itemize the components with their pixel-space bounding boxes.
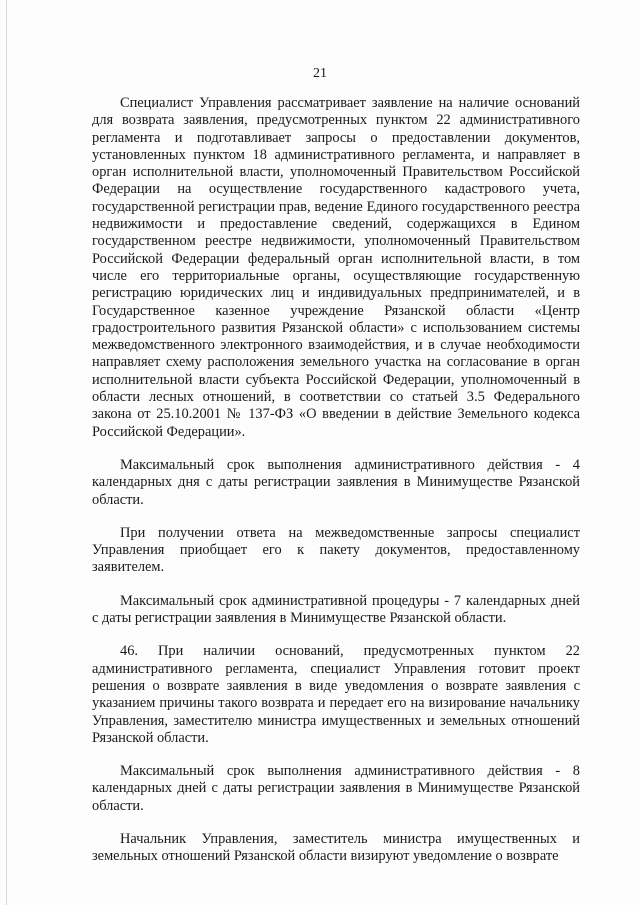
paragraph-gap (92, 815, 580, 831)
paragraph-approval: Начальник Управления, заместитель министра имущественных и земельных отношений Рязанской области визируют уведомление о возврате (92, 830, 580, 865)
paragraph-deadline-7-days: Максимальный срок административной процедуры - 7 календарных дней с даты регистрации заявления в Минимуществе Рязанской области. (92, 592, 580, 627)
document-body (92, 95, 580, 866)
scan-edge-line (6, 0, 7, 905)
paragraph-deadline-4-days: Максимальный срок выполнения административного действия - 4 календарных дня с даты регистрации заявления в Минимуществе Рязанской области. (92, 456, 580, 508)
paragraph-deadline-8-days: Максимальный срок выполнения административного действия - 8 календарных дней с даты регистрации заявления в Минимуществе Рязанской области. (92, 763, 580, 814)
paragraph-gap (92, 509, 580, 525)
paragraph-gap (92, 747, 580, 763)
paragraph-gap (92, 577, 580, 593)
paragraph-gap (92, 627, 580, 643)
paragraph-specialist-review: Специалист Управления рассматривает заявление на наличие оснований для возврата заявления, предусмотренных пунктом 22 административного регламента и подготавливает запросы о предоставлении документов, установленных пунктом 18 административного регламента, и направляет в орган исполнительной власти, уполномоченный Правительством Российской Федерации на осуществление государственного кадастрового учета, государственной регистрации прав, ведение Единого государственного реестра недвижимости и предоставление сведений, содержащихся в Едином государственном реестре недвижимости, уполномоченный Правительством Российской Федерации федеральный орган исполнительной власти, в том числе его территориальные органы, осуществляющие государственную регистрацию юридических лиц и индивидуальных предпринимателей, и в Государственное казенное учреждение Рязанской области «Центр градостроительного развития Рязанской области» с использованием системы межведомственного электронного взаимодействия, и в случае необходимости направляет схему расположения земельного участка на согласование в орган исполнительной власти субъекта Российской Федерации, уполномоченный в области лесных отношений, в соответствии со статьей 3.5 Федерального закона от 25.10.2001 № 137-ФЗ «О введении в действие Земельного кодекса Российской Федерации». (92, 95, 580, 440)
paragraph-gap (92, 441, 580, 457)
page-number: 21 (313, 66, 327, 81)
paragraph-interagency-response: При получении ответа на межведомственные запросы специалист Управления приобщает его к пакету документов, предоставленному заявителем. (92, 524, 580, 576)
paragraph-item-46: 46. При наличии оснований, предусмотренных пунктом 22 административного регламента, специалист Управления готовит проект решения о возврате заявления в виде уведомления о возврате заявления с указанием причины такого возврата и передает его на визирование начальнику Управления, заместителю министра имущественных и земельных отношений Рязанской области. (92, 643, 580, 746)
